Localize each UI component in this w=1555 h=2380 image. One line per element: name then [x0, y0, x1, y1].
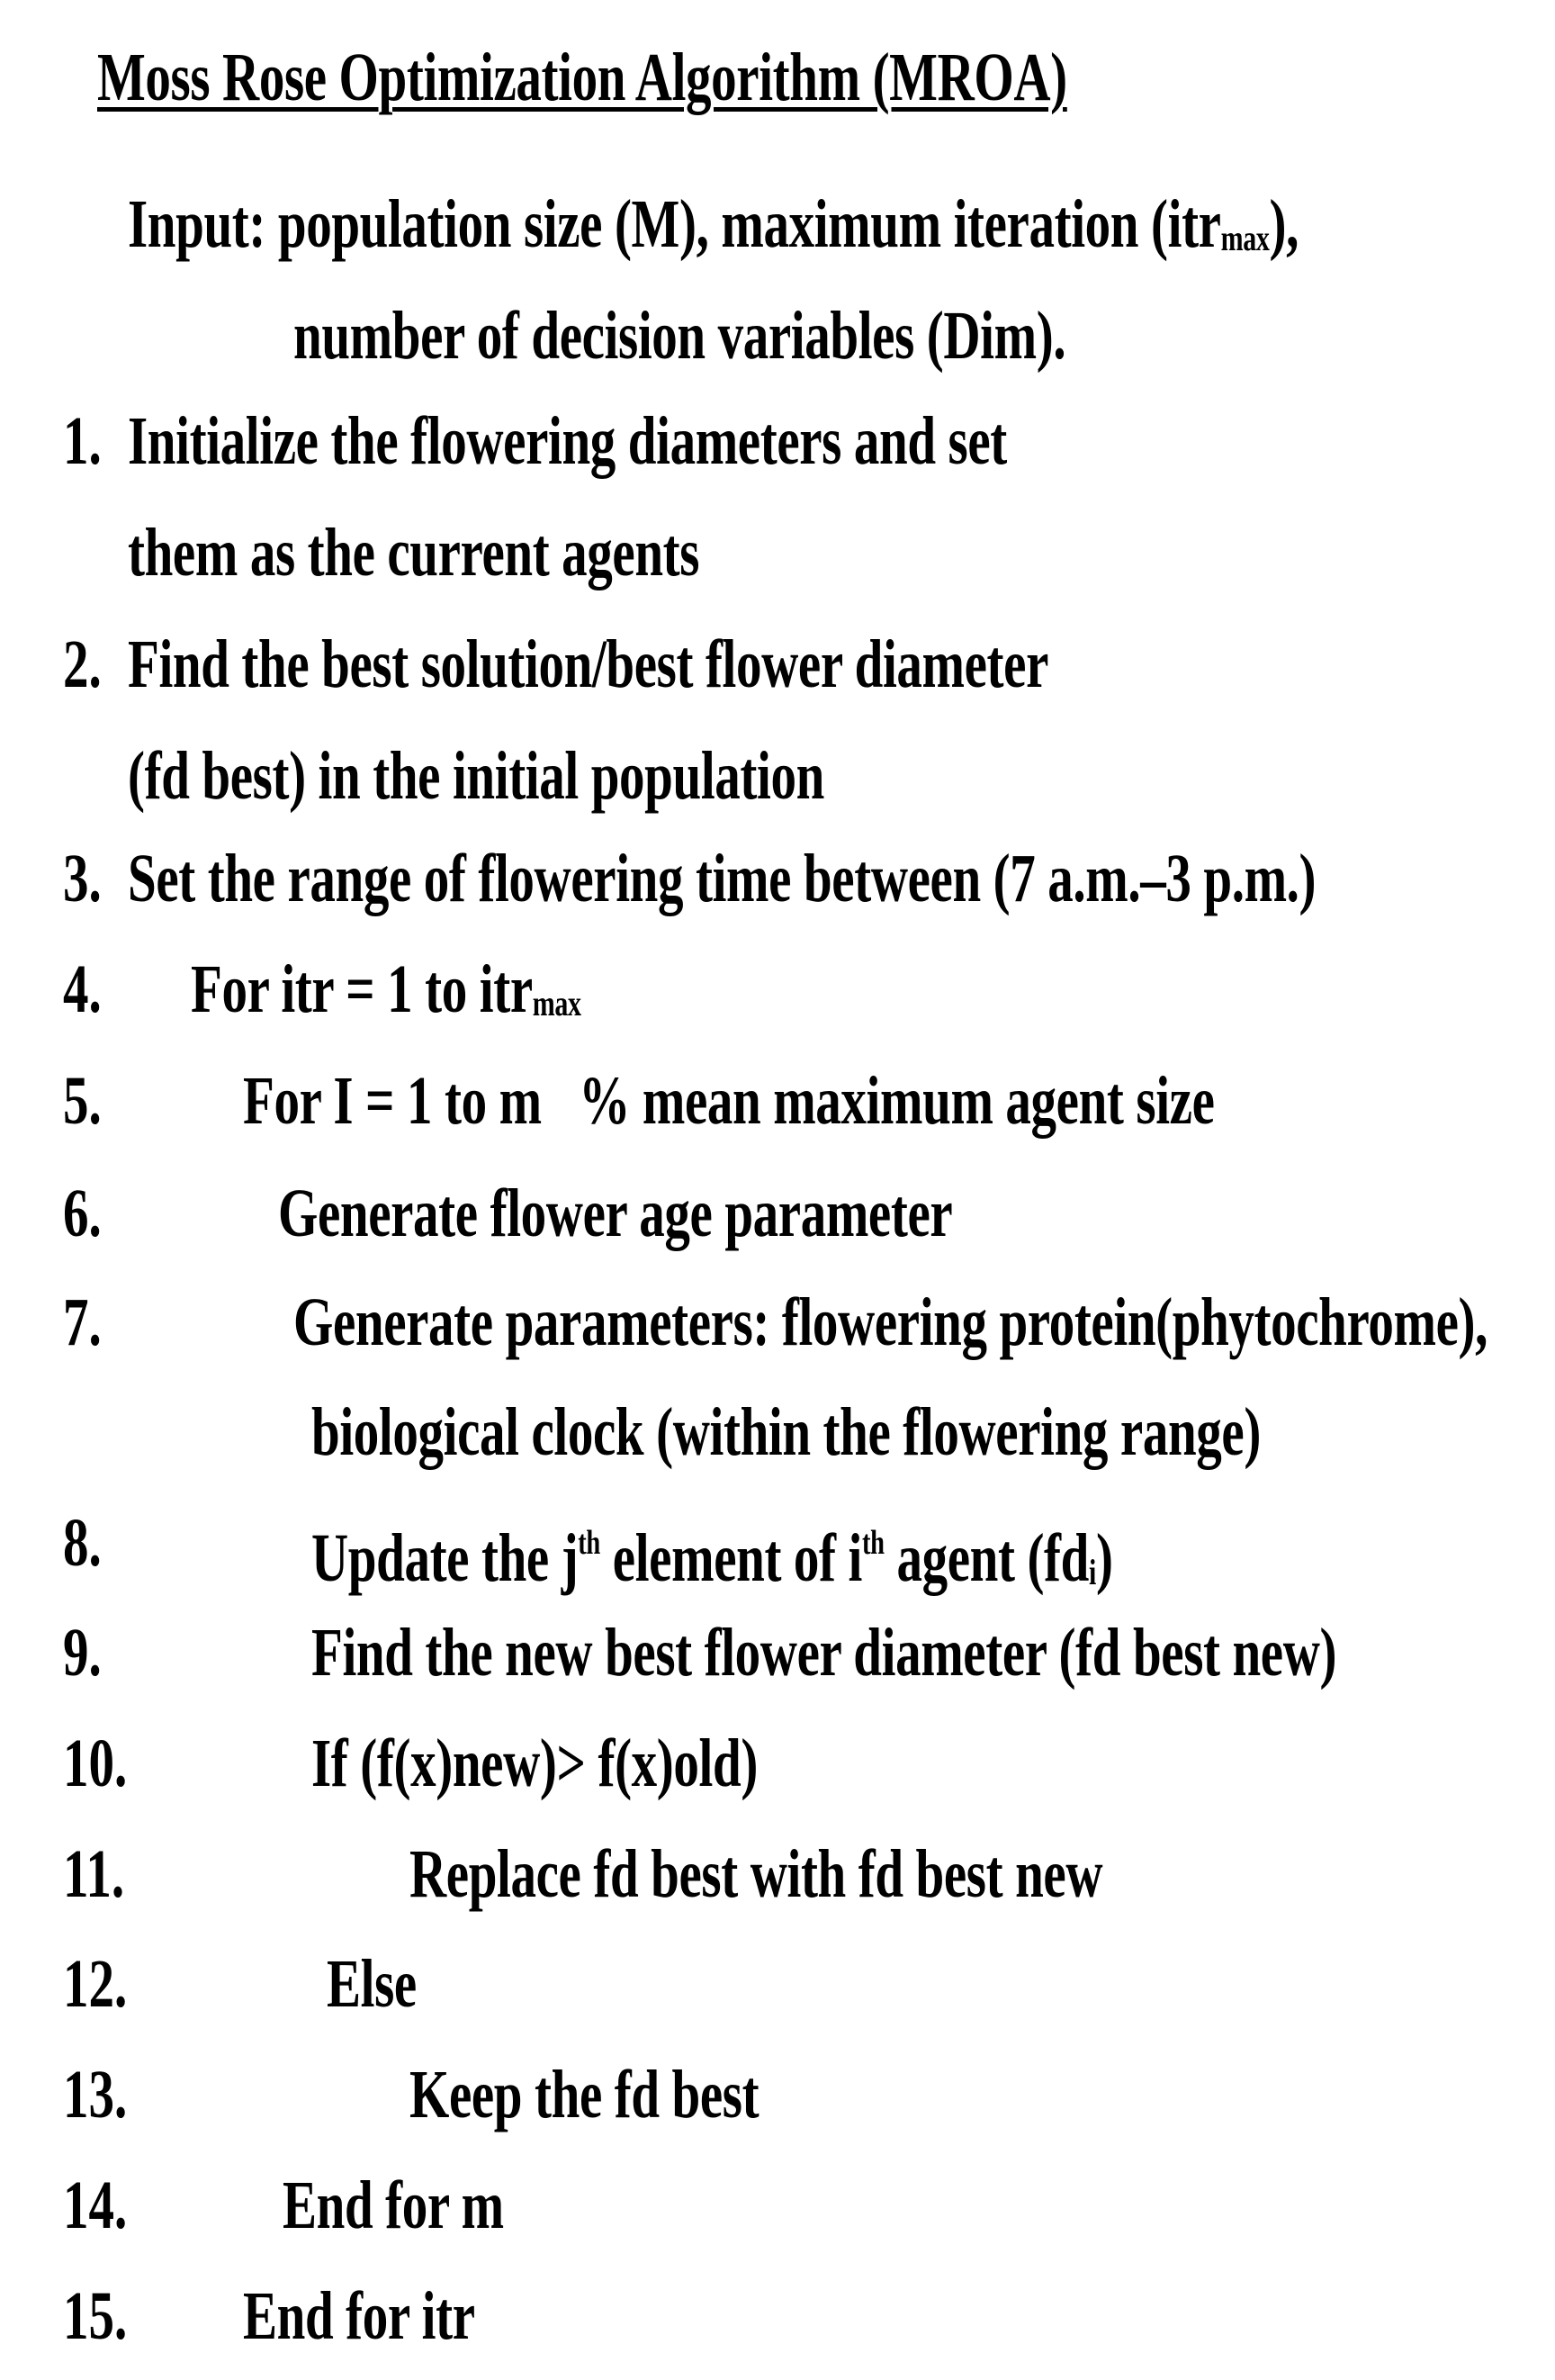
step-1-text-cont: them as the current agents	[128, 515, 700, 590]
step-8-text	[311, 1507, 1113, 1596]
input-text: Input: population size (M), maximum iteration (itr	[128, 186, 1221, 262]
step-15-text: End for itr	[243, 2278, 475, 2354]
step-number: 11.	[63, 1836, 125, 1912]
step-number: 2.	[63, 627, 102, 702]
step-number: 15.	[63, 2278, 128, 2354]
step-number: 3.	[63, 841, 102, 916]
step-number: 5.	[63, 1063, 102, 1139]
step-13-text: Keep the fd best	[409, 2057, 760, 2132]
update-text: Update the j	[311, 1520, 579, 1596]
step-number: 9.	[63, 1615, 102, 1690]
step-number: 6.	[63, 1176, 102, 1251]
step-number: 8.	[63, 1505, 102, 1581]
input-line-1	[128, 188, 1299, 260]
step-2-text: Find the best solution/best flower diameter	[128, 627, 1049, 702]
itr-max-subscript: max	[532, 983, 581, 1023]
th-superscript: th	[578, 1524, 600, 1562]
input-text-end: ),	[1269, 186, 1299, 262]
step-11-text: Replace fd best with fd best new	[409, 1836, 1103, 1912]
step-number: 14.	[63, 2168, 128, 2243]
step-14-text: End for m	[283, 2168, 504, 2243]
for-itr-text: For itr = 1 to itr	[191, 951, 533, 1027]
step-10-text: If (f(x)new)> f(x)old)	[311, 1726, 758, 1801]
step-3-text: Set the range of flowering time between (7 a.m.–3 p.m.)	[128, 841, 1317, 916]
step-5-text: For I = 1 to m % mean maximum agent size	[243, 1063, 1215, 1139]
step-number: 12.	[63, 1946, 128, 2022]
itr-max-subscript: max	[1220, 218, 1270, 258]
step-number: 4.	[63, 951, 102, 1027]
close-paren: )	[1095, 1520, 1113, 1596]
th-superscript: th	[862, 1524, 885, 1562]
step-2-text-cont: (fd best) in the initial population	[128, 738, 824, 814]
step-number: 13.	[63, 2057, 128, 2132]
input-line-2: number of decision variables (Dim).	[293, 298, 1066, 374]
step-number: 10.	[63, 1726, 128, 1801]
step-number: 7.	[63, 1285, 102, 1360]
i-subscript: i	[1089, 1552, 1096, 1592]
step-7-text-cont: biological clock (within the flowering range)	[311, 1394, 1261, 1470]
step-12-text: Else	[327, 1946, 417, 2022]
algorithm-title: Moss Rose Optimization Algorithm (MROA)	[97, 40, 1067, 115]
step-number: 1.	[63, 403, 102, 479]
element-text: element of i	[599, 1520, 862, 1596]
step-1-text: Initialize the flowering diameters and set	[128, 403, 1007, 479]
step-7-text: Generate parameters: flowering protein(phytochrome),	[293, 1285, 1488, 1360]
step-6-text: Generate flower age parameter	[278, 1176, 953, 1251]
step-9-text: Find the new best flower diameter (fd best new)	[311, 1615, 1337, 1690]
agent-text: agent (fd	[884, 1520, 1089, 1596]
step-4-text	[191, 953, 581, 1025]
